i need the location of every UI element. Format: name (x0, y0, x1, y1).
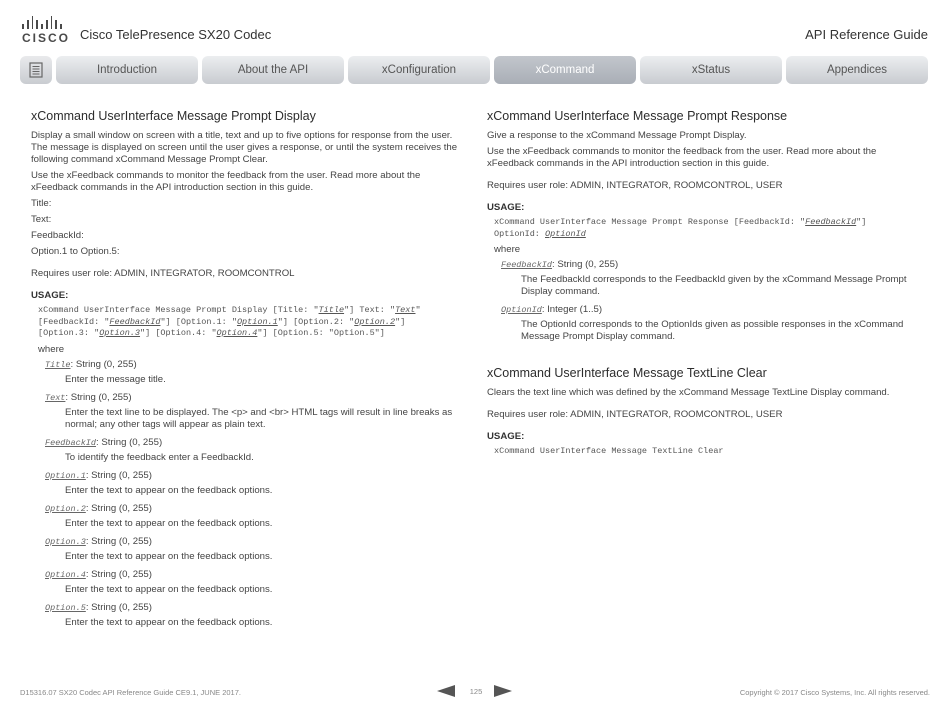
param-description: Enter the message title. (65, 373, 166, 385)
where-label: where (38, 343, 65, 355)
usage-code: xCommand UserInterface Message Prompt Display [Title: "Title"] Text: "Text" [FeedbackId: "FeedbackId"] [Option.1: "Option.1"] [Option.2: "Option.2"] [Option.3: "Option.3"] [Option.4: "Option.4"] [Option.5: "Option.5"] (38, 305, 421, 338)
page-number: 125 (469, 687, 483, 696)
param-description: Enter the text to appear on the feedback options. (65, 550, 273, 562)
page-header (0, 0, 950, 50)
tab-about-the-api[interactable]: About the API (202, 56, 344, 84)
param-description: Enter the text to appear on the feedback options. (65, 583, 273, 595)
section-title: xCommand UserInterface Message Prompt Response (487, 109, 788, 123)
usage-label: USAGE: (31, 290, 69, 301)
param-feedbackid: FeedbackId: String (0, 255) (45, 436, 163, 448)
previous-page-icon[interactable] (437, 685, 455, 697)
param-description: The FeedbackId corresponds to the FeedbackId given by the xCommand Message Prompt Display command. (521, 274, 907, 297)
next-page-icon[interactable] (494, 685, 512, 697)
usage-code: xCommand UserInterface Message TextLine Clear (494, 446, 724, 456)
page-footer (0, 683, 950, 703)
cisco-logo (22, 16, 71, 45)
description: Display a small window on screen with a title, text and up to five options for response from the user. The message is displayed on screen until the user gives a response, or until the system receives the following command xCommand Message Prompt Clear. (31, 130, 458, 165)
user-role: Requires user role: ADMIN, INTEGRATOR, ROOMCONTROL, USER (487, 180, 783, 191)
tab-introduction[interactable]: Introduction (56, 56, 198, 84)
field-label: FeedbackId: (31, 230, 84, 241)
description: Clears the text line which was defined by the xCommand Message TextLine Display command. (487, 387, 890, 398)
user-role: Requires user role: ADMIN, INTEGRATOR, ROOMCONTROL (31, 268, 295, 279)
tab-xcommand[interactable]: xCommand (494, 56, 636, 84)
menu-button[interactable] (20, 56, 52, 84)
usage-label: USAGE: (487, 202, 525, 213)
section-title: xCommand UserInterface Message Prompt Display (31, 109, 316, 123)
section-title: xCommand UserInterface Message TextLine Clear (487, 366, 767, 380)
cisco-logo-bars (22, 16, 62, 29)
document-list-icon (29, 62, 43, 78)
param-description: To identify the feedback enter a FeedbackId. (65, 451, 254, 463)
tab-appendices[interactable]: Appendices (786, 56, 928, 84)
cisco-logo-text: CISCO (22, 31, 71, 45)
param-description: Enter the text to appear on the feedback options. (65, 484, 273, 496)
description: Give a response to the xCommand Message Prompt Display. (487, 130, 747, 141)
tab-xstatus[interactable]: xStatus (640, 56, 782, 84)
param-description: Enter the text line to be displayed. The <p> and <br> HTML tags will result in line breaks as normal; any other tags will appear as plain text. (65, 406, 453, 430)
param-description: Enter the text to appear on the feedback options. (65, 517, 273, 529)
copyright: Copyright © 2017 Cisco Systems, Inc. All rights reserved. (739, 688, 930, 697)
field-label: Text: (31, 214, 52, 225)
description: Use the xFeedback commands to monitor the feedback from the user. Read more about the xFeedback commands in the API introduction section in this guide. (487, 146, 877, 169)
tab-xconfiguration[interactable]: xConfiguration (348, 56, 490, 84)
usage-code: xCommand UserInterface Message Prompt Response [FeedbackId: "FeedbackId"] OptionId: OptionId (494, 217, 867, 239)
where-label: where (494, 244, 521, 255)
param-option-3: Option.3: String (0, 255) (45, 535, 152, 547)
document-id: D15316.07 SX20 Codec API Reference Guide CE9.1, JUNE 2017. (20, 688, 241, 697)
product-title: Cisco TelePresence SX20 Codec (80, 27, 272, 42)
param-title: Title: String (0, 255) (45, 358, 137, 370)
field-label: Option.1 to Option.5: (31, 246, 120, 257)
user-role: Requires user role: ADMIN, INTEGRATOR, ROOMCONTROL, USER (487, 409, 783, 420)
param-option-4: Option.4: String (0, 255) (45, 568, 152, 580)
param-option-5: Option.5: String (0, 255) (45, 601, 152, 613)
param-description: Enter the text to appear on the feedback options. (65, 616, 273, 628)
field-label: Title: (31, 198, 52, 209)
main-nav (20, 56, 928, 84)
param-feedbackid: FeedbackId: String (0, 255) (501, 259, 619, 270)
param-text: Text: String (0, 255) (45, 391, 132, 403)
guide-title: API Reference Guide (805, 27, 928, 42)
description: Use the xFeedback commands to monitor the feedback from the user. Read more about the xFeedback commands in the API introduction section in this guide. (31, 170, 421, 193)
usage-label: USAGE: (487, 431, 525, 442)
param-option-1: Option.1: String (0, 255) (45, 469, 152, 481)
param-description: The OptionId corresponds to the OptionIds given as possible responses in the xCommand Message Prompt Display command. (521, 319, 904, 342)
left-column (31, 108, 461, 635)
right-column (487, 108, 917, 462)
pager (437, 683, 517, 699)
param-optionid: OptionId: Integer (1..5) (501, 304, 603, 315)
param-option-2: Option.2: String (0, 255) (45, 502, 152, 514)
